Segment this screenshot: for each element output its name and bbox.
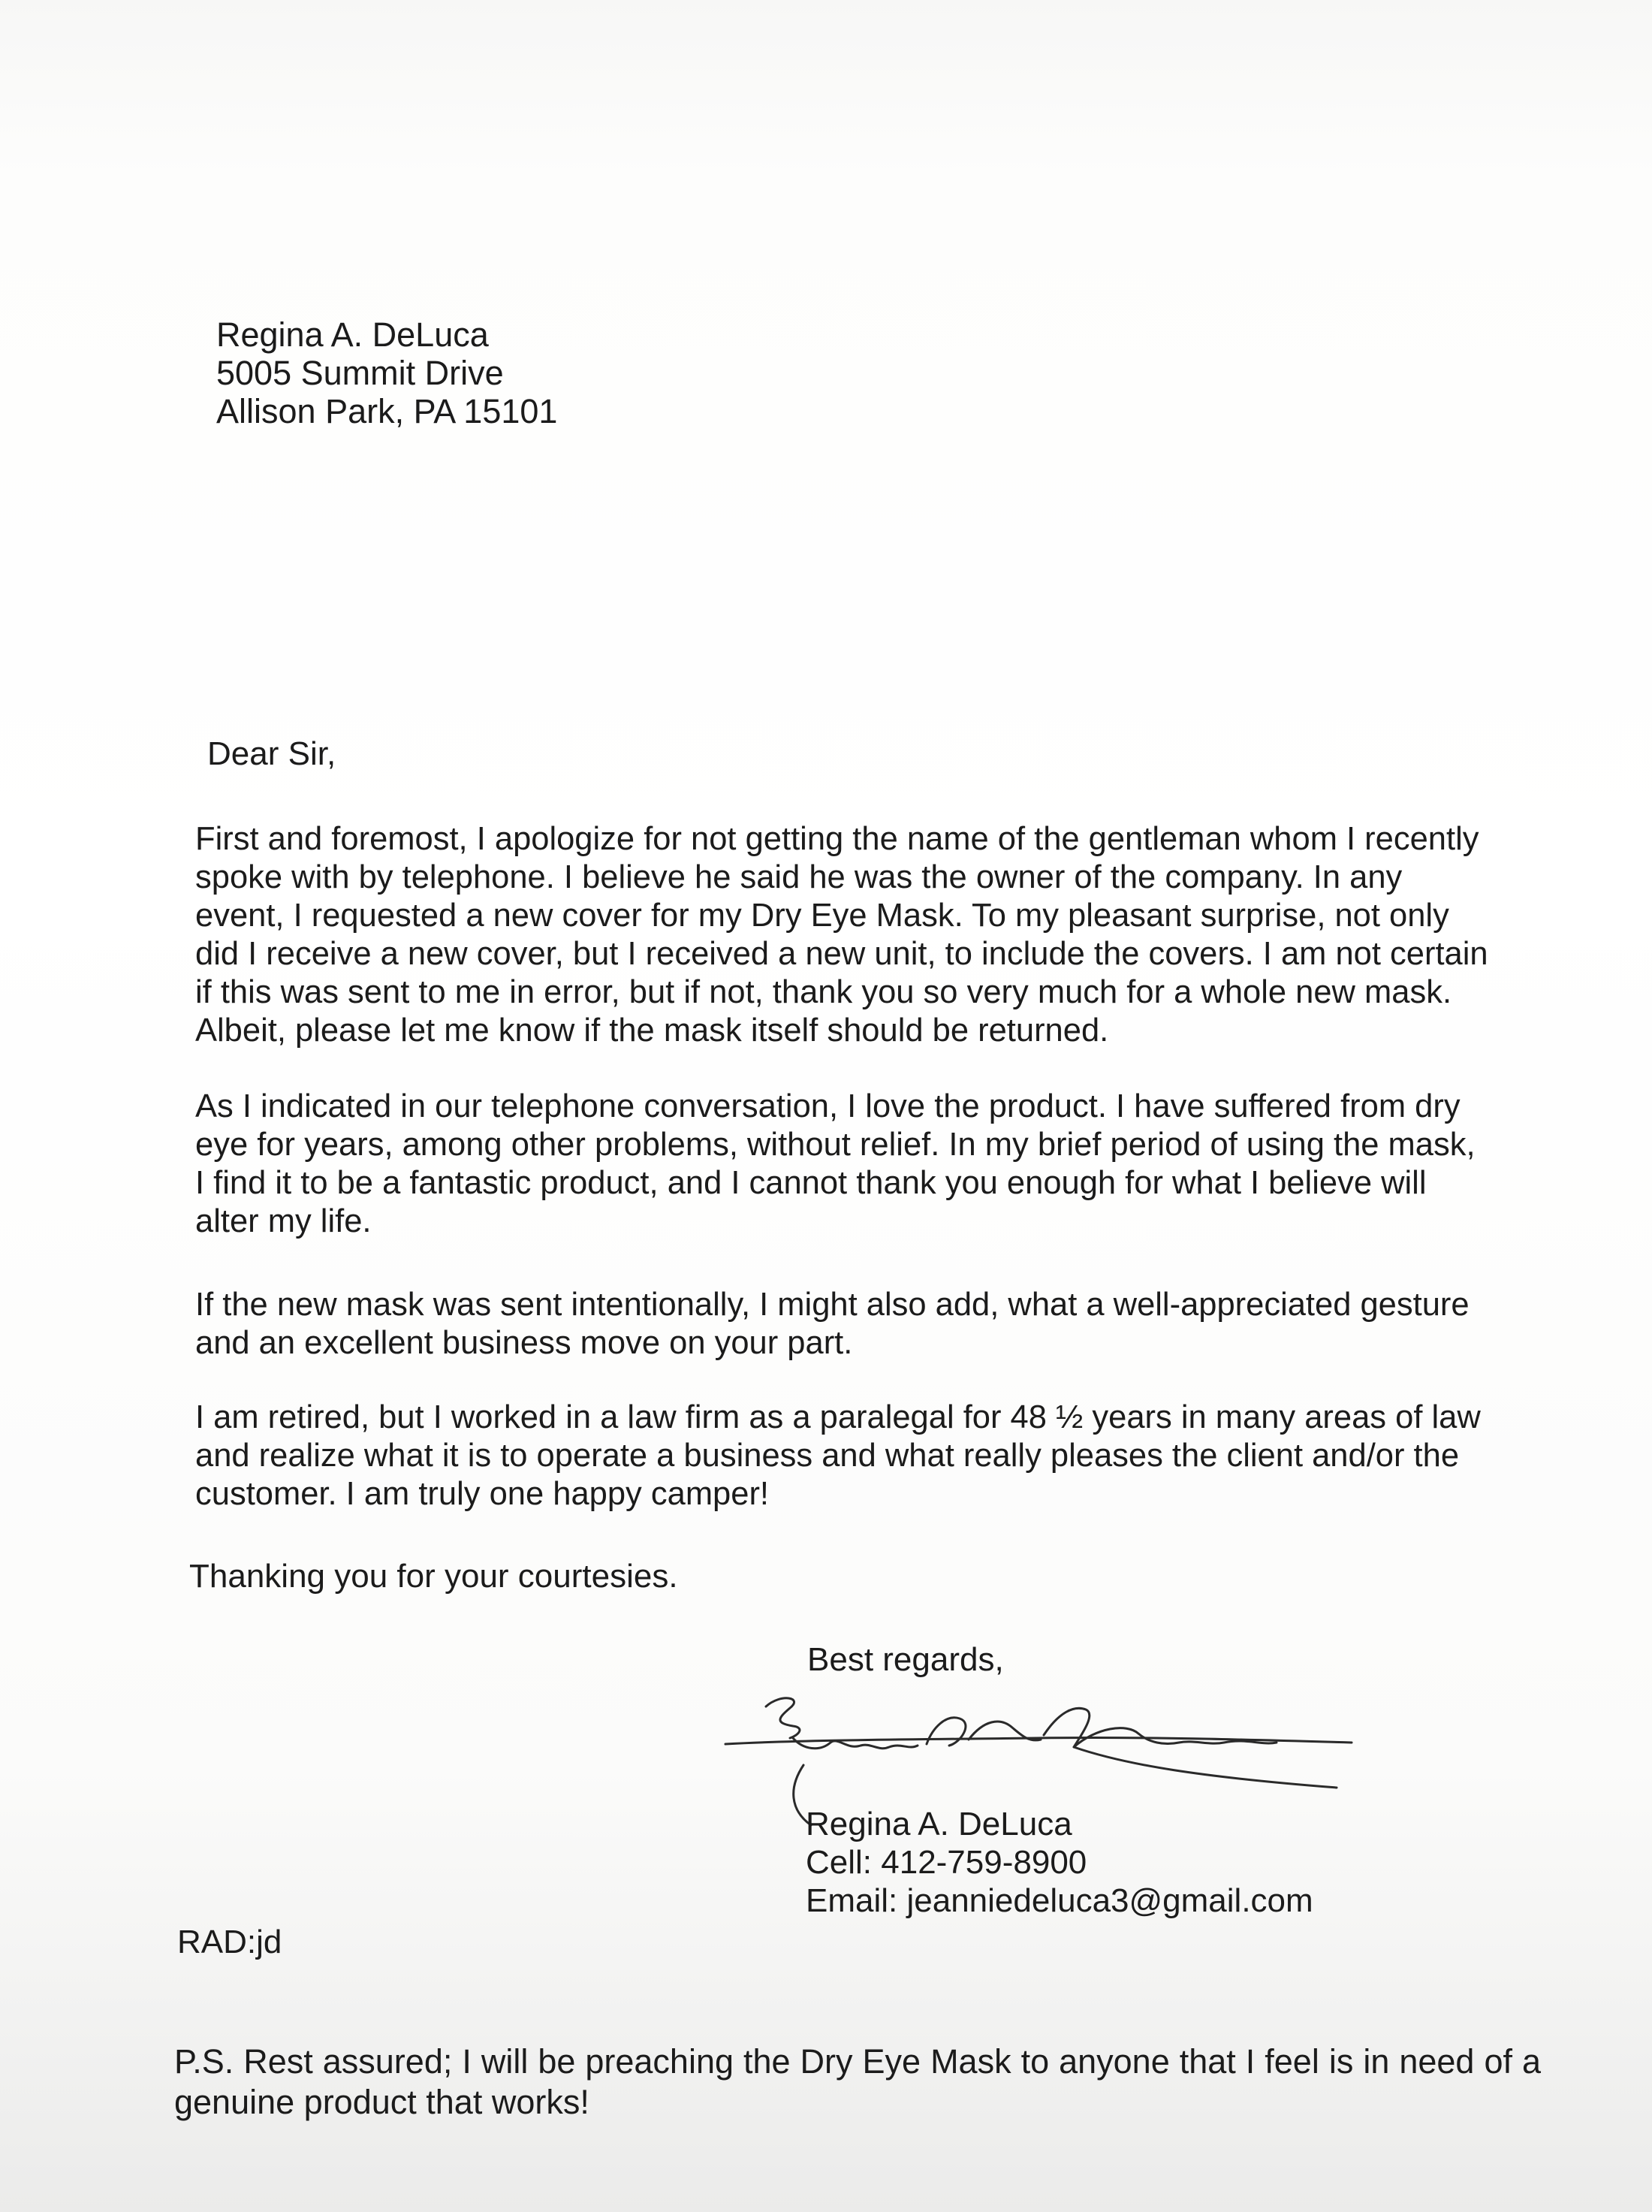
closing-line: Thanking you for your courtesies. [189,1558,678,1595]
paragraph-line: Albeit, please let me know if the mask itself should be returned. [195,1012,1109,1049]
body-paragraph-2 [195,1088,1547,1241]
body-paragraph-3 [195,1286,1547,1363]
signature-stroke [927,1718,1041,1746]
paragraph-line: As I indicated in our telephone conversation, I love the product. I have suffered from dry [195,1088,1461,1124]
sign-off: Best regards, [807,1641,1004,1678]
paragraph-line: First and foremost, I apologize for not getting the name of the gentleman whom I recently [195,821,1479,857]
signature-stroke [1044,1708,1277,1747]
paragraph-line: and realize what it is to operate a business and what really pleases the client and/or the [195,1438,1460,1474]
paragraph-line: if this was sent to me in error, but if not, thank you so very much for a whole new mask. [195,974,1452,1010]
paragraph-line: I am retired, but I worked in a law firm as a paralegal for 48 ½ years in many areas of law [195,1399,1481,1435]
reference-initials: RAD:jd [177,1924,282,1960]
signer-email: Email: jeanniedeluca3@gmail.com [806,1882,1313,1919]
body-paragraph-4 [195,1399,1547,1513]
signature-block [806,1805,1313,1920]
signature-stroke [1074,1747,1337,1788]
paragraph-line: eye for years, among other problems, without relief. In my brief period of using the mask, [195,1127,1476,1163]
paragraph-line: and an excellent business move on your part. [195,1325,853,1361]
paragraph-line: did I receive a new cover, but I received a new unit, to include the covers. I am not certain [195,936,1488,972]
signature-stroke [766,1698,800,1738]
paragraph-line: If the new mask was sent intentionally, I might also add, what a well-appreciated gesture [195,1287,1470,1323]
paragraph-line: I find it to be a fantastic product, and I cannot thank you enough for what I believe will [195,1165,1427,1201]
paragraph-line: customer. I am truly one happy camper! [195,1476,770,1512]
postscript: P.S. Rest assured; I will be preaching the Dry Eye Mask to anyone that I feel is in need of a genuine product that works! [174,2042,1541,2121]
sender-street: 5005 Summit Drive [216,354,504,392]
body-paragraph-1 [195,820,1547,1050]
salutation: Dear Sir, [207,735,336,772]
paragraph-line: spoke with by telephone. I believe he said he was the owner of the company. In any [195,859,1403,895]
paragraph-line: event, I requested a new cover for my Dry Eye Mask. To my pleasant surprise, not only [195,898,1449,934]
paragraph-line: alter my life. [195,1203,372,1239]
signer-cell: Cell: 412-759-8900 [806,1844,1087,1881]
sender-city-state-zip: Allison Park, PA 15101 [216,392,558,430]
sender-address [216,315,557,430]
signer-name: Regina A. DeLuca [806,1806,1072,1842]
sender-name: Regina A. DeLuca [216,315,489,354]
